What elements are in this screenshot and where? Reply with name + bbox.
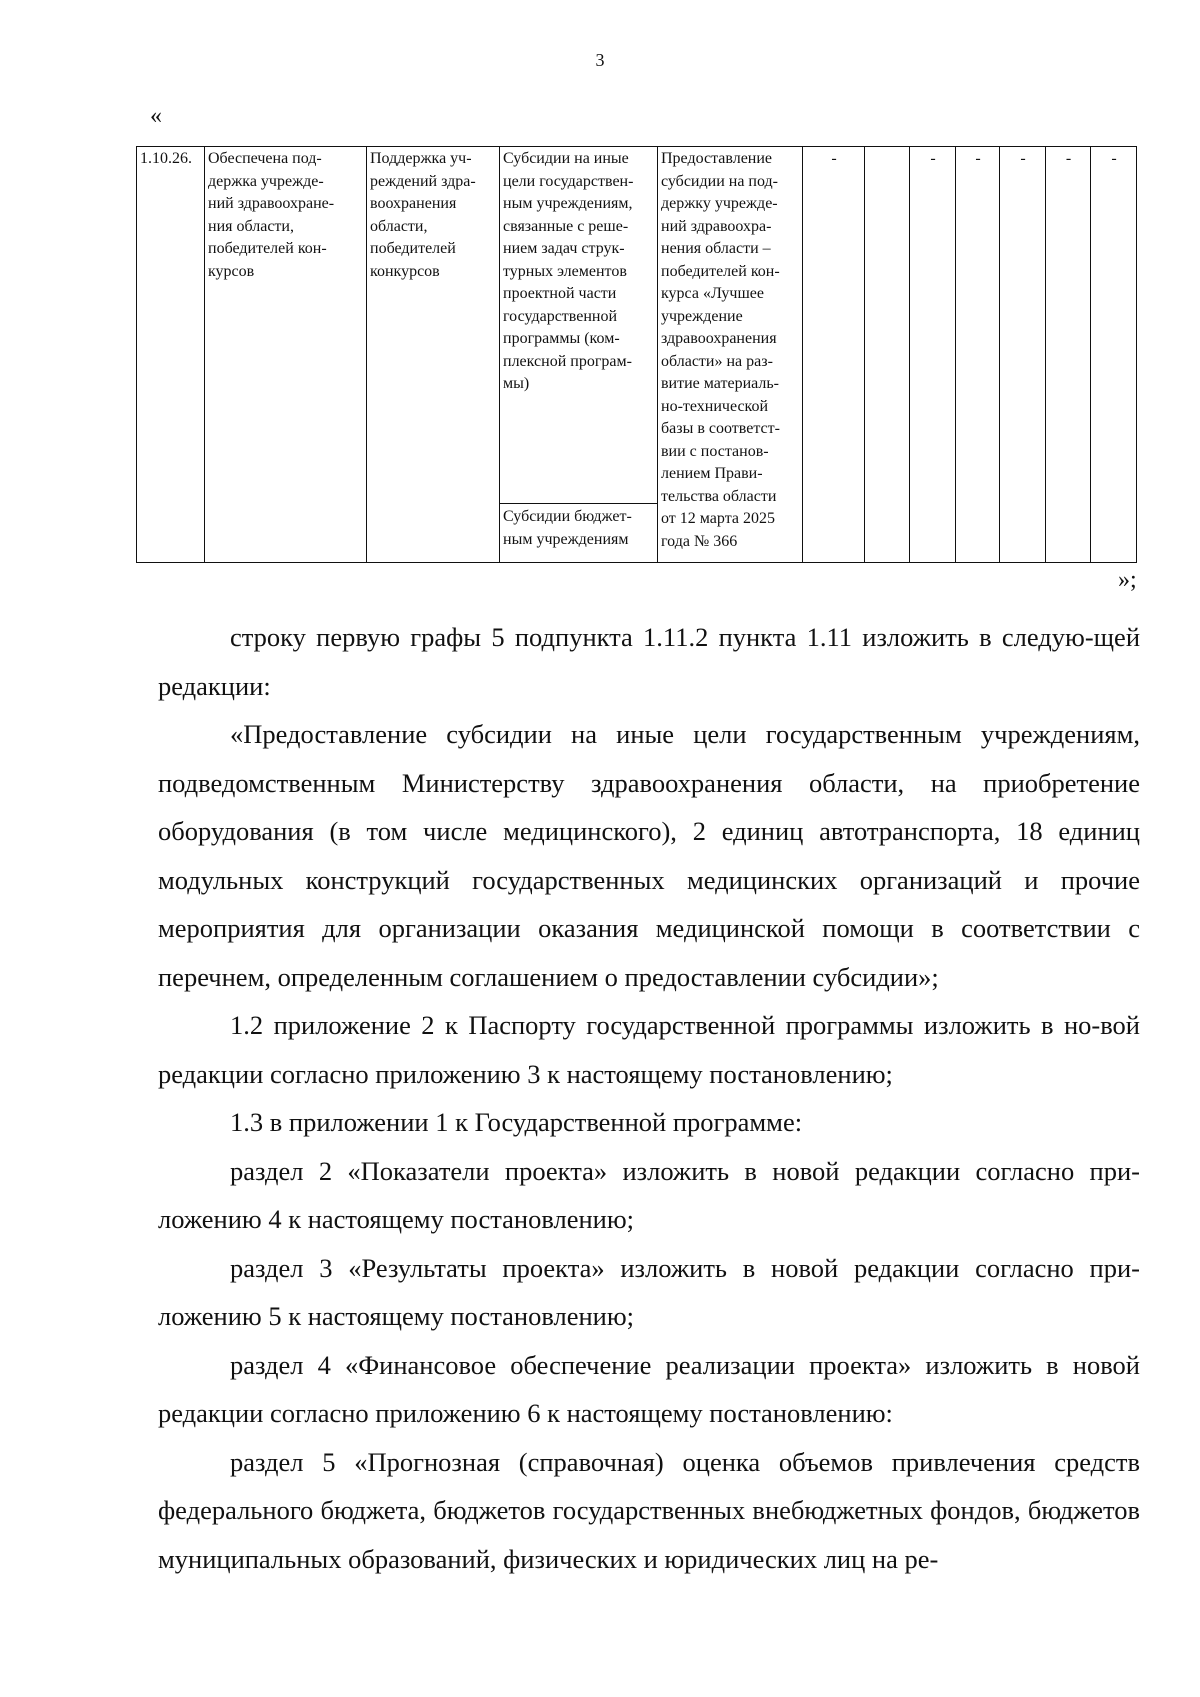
paragraph-4: 1.3 в приложении 1 к Государственной программе:: [230, 1107, 803, 1137]
cell-expense-type-1: Субсидии на иные цели государствен- ным учреждениям, связанные с реше- нием задач струк- турных элементов проектной части государственной программы (ком- плексной програм- мы): [500, 147, 657, 504]
paragraph-3: 1.2 приложение 2 к Паспорту государственной программы изложить в но-вой редакции согласно приложению 3 к настоящему постановлению;: [158, 1010, 1140, 1089]
page-number: 3: [595, 50, 605, 70]
cell-description-text: Предоставление субсидии на под- держку учрежде- ний здравоохра- нения области – победителей кон- курса «Лучшее учреждение здравоохранения области» на раз- витие материаль- но-технической базы в соответст- вии с постанов- лением Прави- тельства области от 12 марта 2025 года № 366: [661, 150, 780, 550]
cell-description: [658, 147, 803, 563]
cell-event-text: Поддержка уч- реждений здра- воохранения области, победителей конкурсов: [370, 150, 476, 280]
cell-event: [367, 147, 500, 563]
paragraph-7: раздел 4 «Финансовое обеспечение реализации проекта» изложить в новой редакции согласно приложению 6 к настоящему постановлению:: [158, 1349, 1140, 1428]
paragraph-8: раздел 5 «Прогнозная (справочная) оценка объемов привлечения средств федерального бюджета, бюджетов государственных внебюджетных фондов, бюджетов муниципальных образований, физических и юридических лиц на ре-: [158, 1446, 1140, 1574]
cell-value-2: -: [910, 147, 956, 563]
table-open-quote: «: [150, 103, 162, 129]
cell-value-5: -: [1046, 147, 1091, 563]
cell-expense-types: [500, 147, 658, 563]
cell-value-6: -: [1091, 147, 1137, 563]
cell-empty: [865, 147, 910, 563]
cell-expense-type-2: Субсидии бюджет- ным учреждениям: [503, 508, 632, 548]
paragraph-6: раздел 3 «Результаты проекта» изложить в новой редакции согласно при-ложению 5 к настоящему постановлению;: [158, 1252, 1140, 1331]
amendment-table: [136, 146, 1137, 563]
document-body: [158, 613, 1140, 1583]
cell-result: [205, 147, 367, 563]
cell-value-1: -: [803, 147, 865, 563]
table-row: [137, 147, 1137, 563]
cell-value-4: -: [1000, 147, 1046, 563]
table-close-quote: »;: [1118, 567, 1137, 593]
paragraph-5: раздел 2 «Показатели проекта» изложить в новой редакции согласно при-ложению 4 к настоящему постановлению;: [158, 1155, 1140, 1234]
cell-row-number: 1.10.26.: [137, 147, 205, 563]
cell-value-3: -: [956, 147, 1000, 563]
paragraph-1: строку первую графы 5 подпункта 1.11.2 пункта 1.11 изложить в следую-щей редакции:: [158, 622, 1140, 701]
paragraph-2: «Предоставление субсидии на иные цели государственным учреждениям, подведомственным Министерству здравоохранения области, на приобретение оборудования (в том числе медицинского), 2 единиц автотранспорта, 18 единиц модульных конструкций государственных медицинских организаций и прочие мероприятия для организации оказания медицинской помощи в соответствии с перечнем, определенным соглашением о предоставлении субсидии»;: [158, 719, 1140, 992]
cell-result-text: Обеспечена под- держка учрежде- ний здравоохране- ния области, победителей кон- курсов: [208, 150, 335, 280]
